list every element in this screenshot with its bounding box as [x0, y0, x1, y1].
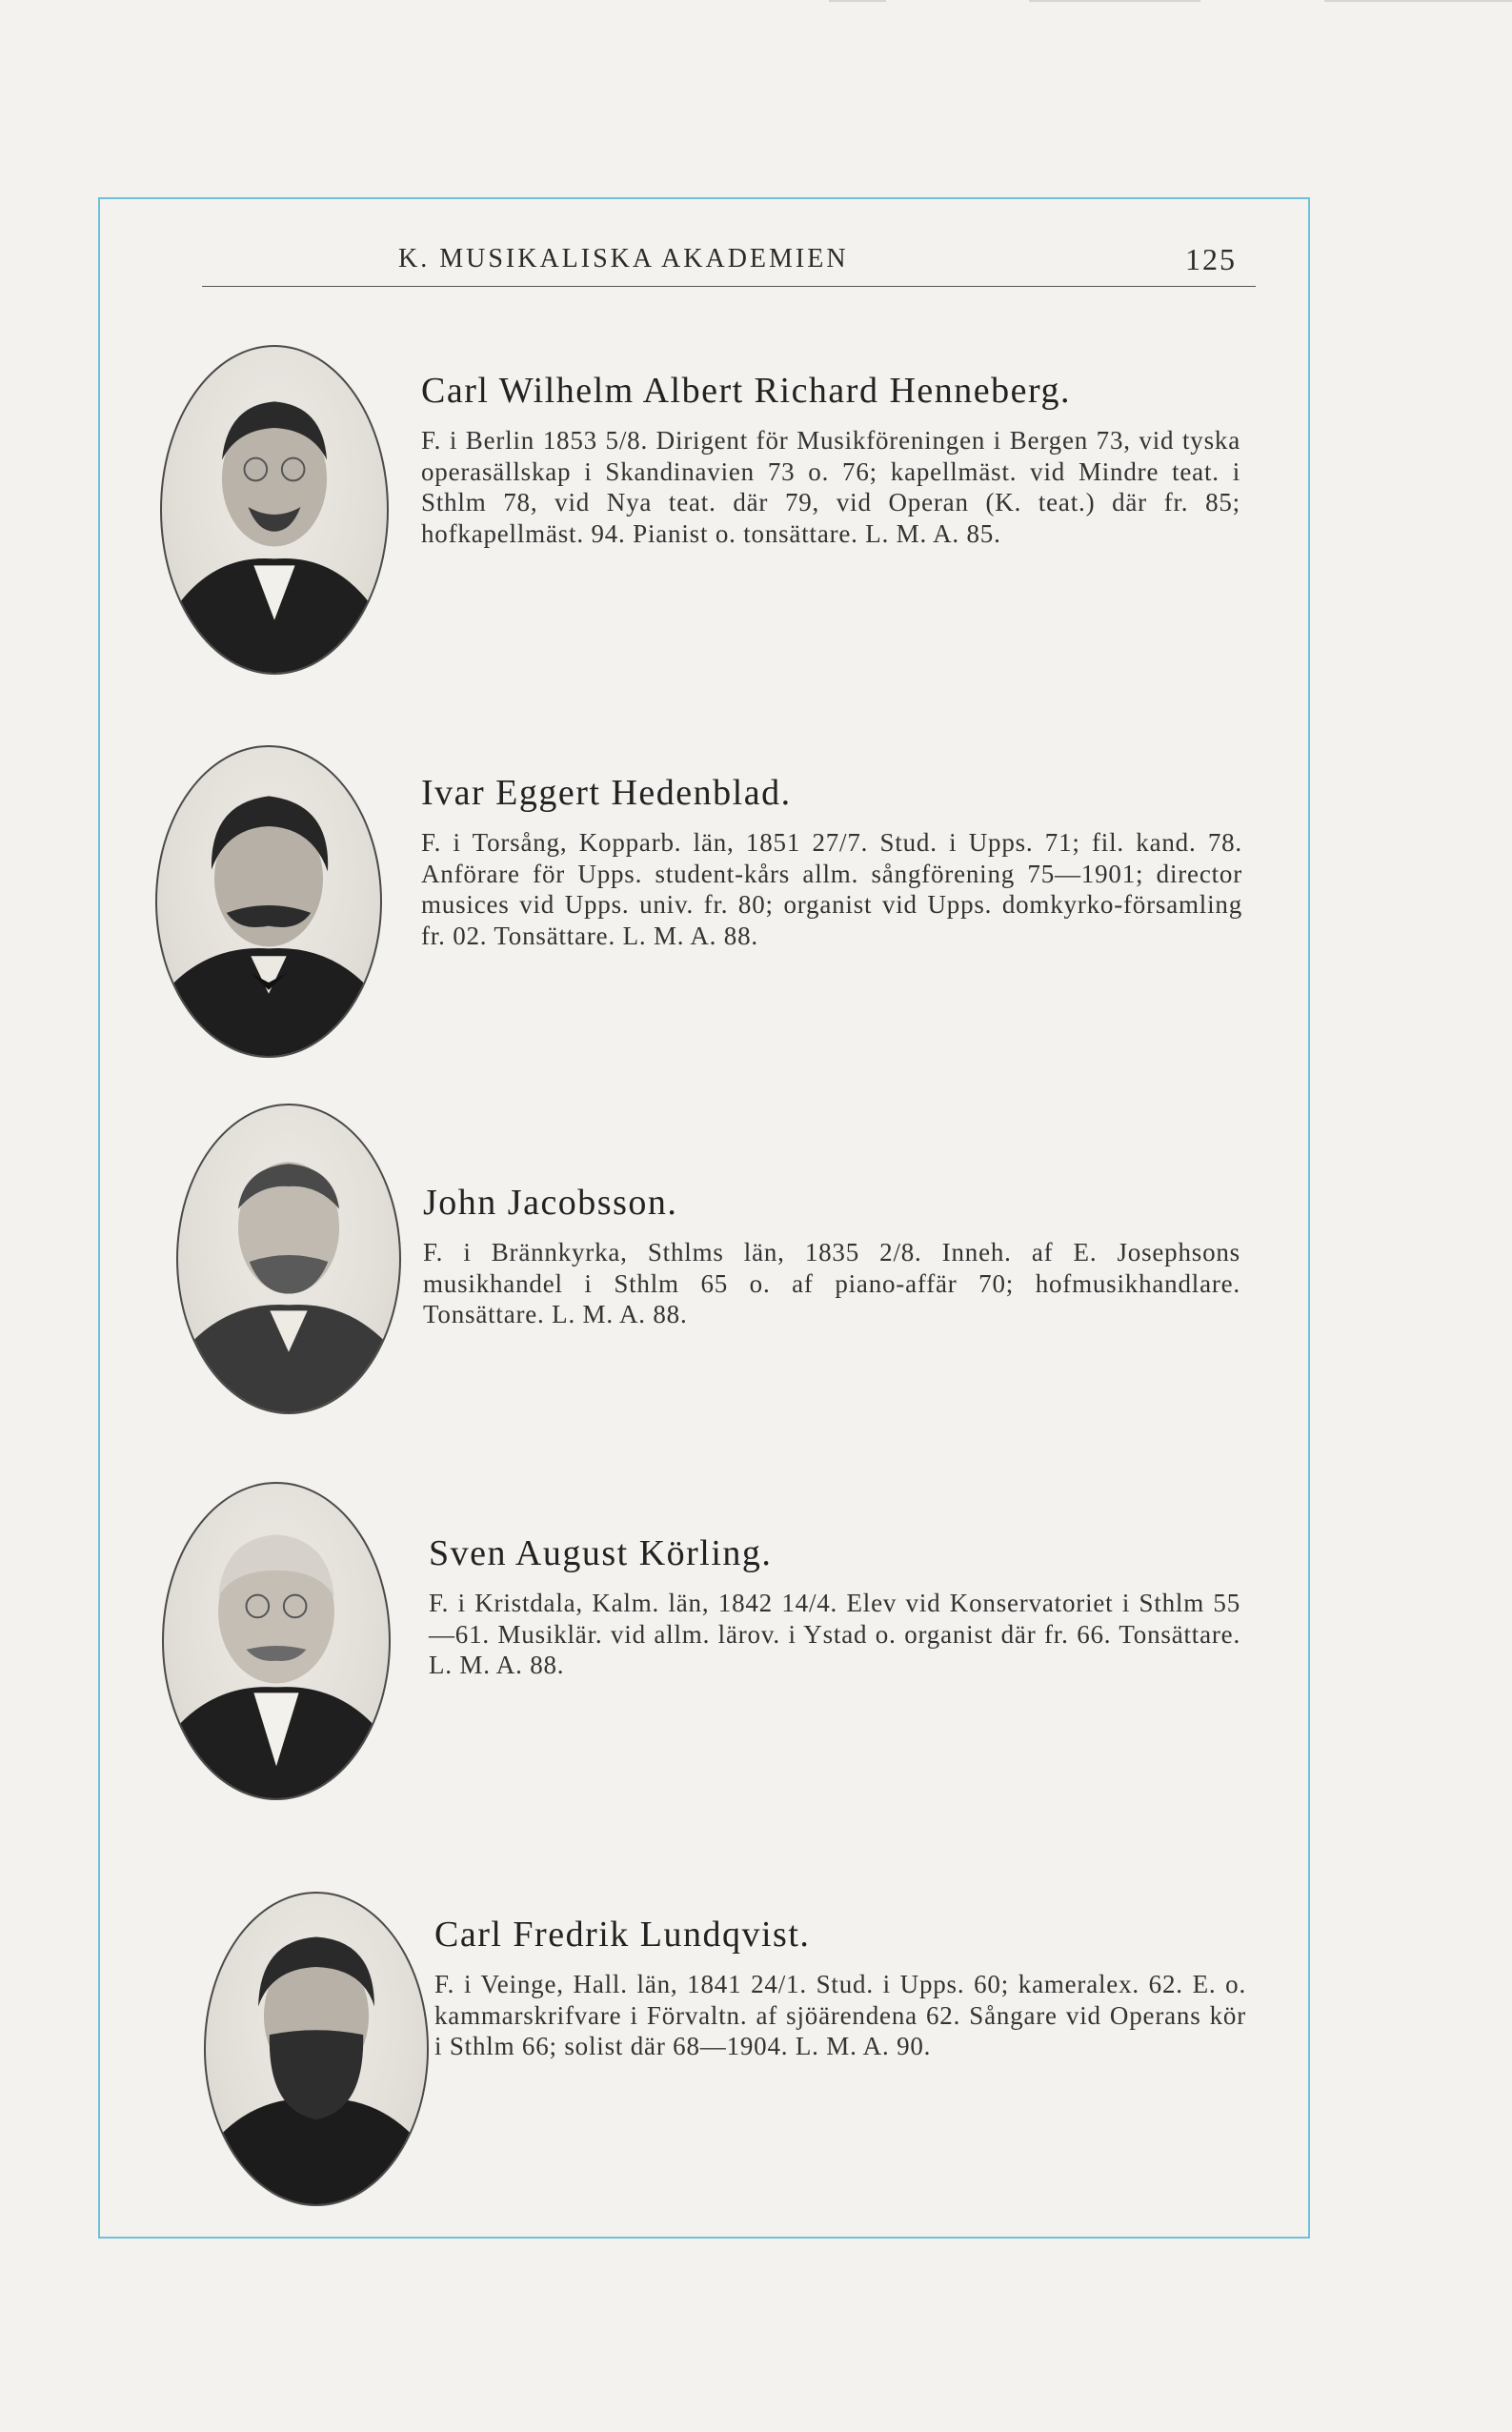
page-number: 125	[1185, 242, 1237, 276]
portrait-photo	[155, 745, 382, 1058]
portrait-figure	[157, 747, 380, 1056]
portrait-figure	[178, 1105, 399, 1412]
portrait-photo	[162, 1482, 391, 1800]
portrait-photo	[204, 1892, 429, 2206]
person-name: John Jacobsson.	[423, 1183, 678, 1223]
entry-text	[434, 1914, 1246, 2062]
entry-text	[421, 772, 1242, 951]
person-name: Carl Wilhelm Albert Richard Henneberg.	[421, 371, 1071, 411]
person-bio: F. i Brännkyrka, Sthlms län, 1835 2/8. Inneh. af E. Josephsons musikhandel i Sthlm 65 o. af piano-affär 70; hofmusikhandlare. Tonsättare. L. M. A. 88.	[423, 1238, 1240, 1328]
person-name: Ivar Eggert Hedenblad.	[421, 773, 792, 813]
scan-mark	[1324, 0, 1512, 2]
running-head	[202, 244, 1256, 287]
portrait-figure	[164, 1484, 389, 1798]
person-bio: F. i Veinge, Hall. län, 1841 24/1. Stud. i Upps. 60; kameralex. 62. E. o. kammarskrifvare i Förvaltn. af sjöärendena 62. Sångare vid Operans kör i Sthlm 66; solist där 68—1904. L. M. A. 90.	[434, 1970, 1246, 2060]
entry-text	[423, 1182, 1240, 1330]
scan-mark	[1029, 0, 1200, 2]
portrait-figure	[162, 347, 387, 673]
portrait-photo	[160, 345, 389, 675]
person-name: Sven August Körling.	[429, 1533, 773, 1573]
entry-text	[421, 370, 1240, 549]
entry-text	[429, 1532, 1240, 1681]
person-bio: F. i Berlin 1853 5/8. Dirigent för Musikföreningen i Bergen 73, vid tyska operasällskap i Skandinavien 73 o. 76; kapellmäst. vid Mindre teat. i Sthlm 78, vid Nya teat. där 79, vid Operan (K. teat.) där fr. 85; hofkapellmäst. 94. Pianist o. tonsättare. L. M. A. 85.	[421, 426, 1240, 548]
person-bio: F. i Kristdala, Kalm. län, 1842 14/4. Elev vid Konservatoriet i Sthlm 55—61. Musiklär. vid allm. lärov. i Ystad o. organist där fr. 66. Tonsättare. L. M. A. 88.	[429, 1589, 1240, 1679]
portrait-photo	[176, 1104, 401, 1414]
person-bio: F. i Torsång, Kopparb. län, 1851 27/7. Stud. i Upps. 71; fil. kand. 78. Anförare för Upps. student-kårs allm. sångförening 75—1901; director musices vid Upps. univ. fr. 80; organist vid Upps. domkyrko-församling fr. 02. Tonsättare. L. M. A. 88.	[421, 828, 1242, 950]
portrait-figure	[206, 1894, 427, 2204]
scan-mark	[829, 0, 886, 2]
running-title: K. MUSIKALISKA AKADEMIEN	[398, 244, 849, 274]
person-name: Carl Fredrik Lundqvist.	[434, 1915, 811, 1955]
